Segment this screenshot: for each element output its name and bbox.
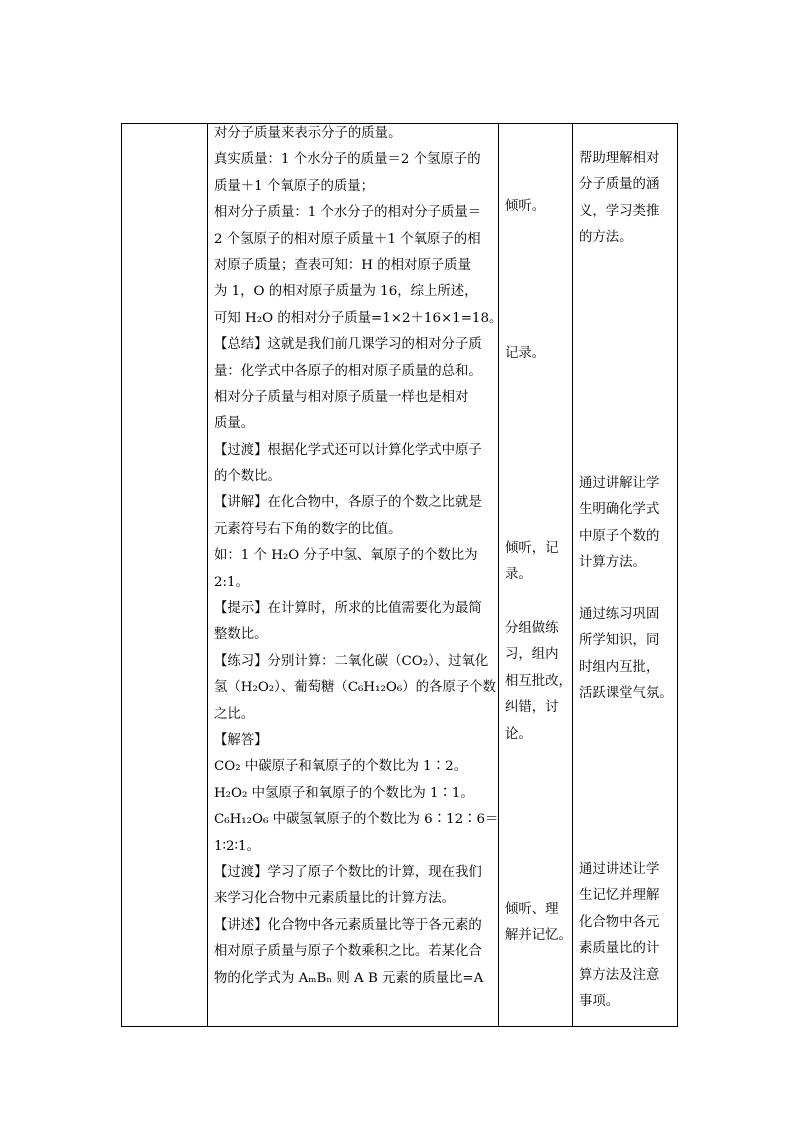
content-line: 之比。 xyxy=(214,706,255,722)
student-line: 倾听、理 xyxy=(505,902,559,917)
content-line: 可知 H₂O 的相对分子质量=1×2＋16×1=18。 xyxy=(214,310,503,326)
content-line: 2:1。 xyxy=(214,574,249,590)
student-block xyxy=(505,341,572,367)
content-line: 【讲述】化合物中各元素质量比等于各元素的 xyxy=(214,917,482,933)
aim-line: 活跃课堂气氛。 xyxy=(579,686,673,702)
teacher-activity-column xyxy=(208,124,503,1026)
student-line: 分组做练 xyxy=(505,621,559,636)
content-line: 相对原子质量与原子个数乘积之比。若某化合 xyxy=(214,944,482,960)
student-line: 倾听。 xyxy=(505,199,546,214)
student-line: 解并记忆。 xyxy=(505,928,572,944)
aim-block xyxy=(579,602,678,708)
student-line: 习，组内 xyxy=(505,647,559,663)
content-line: 量：化学式中各原子的相对原子质量的总和。 xyxy=(214,363,482,379)
aim-line: 义，学习类推 xyxy=(579,203,660,219)
content-line: 相对分子质量：1 个水分子的相对分子质量＝ xyxy=(214,205,482,221)
aim-block xyxy=(579,471,678,577)
aim-line: 计算方法。 xyxy=(579,555,646,571)
content-line: 【提示】在计算时，所求的比值需要化为最简 xyxy=(214,601,482,617)
aim-line: 中原子个数的 xyxy=(579,528,660,544)
content-line: 如：1 个 H₂O 分子中氢、氧原子的个数比为 xyxy=(214,548,478,564)
student-line: 相互批改， xyxy=(505,673,572,689)
design-intent-column xyxy=(573,124,678,1026)
aim-block xyxy=(579,857,678,1015)
aim-line: 事项。 xyxy=(579,993,620,1009)
content-line: 【总结】这就是我们前几课学习的相对分子质 xyxy=(214,337,482,353)
content-line: 的个数比。 xyxy=(214,469,281,485)
content-line: 质量。 xyxy=(214,416,255,432)
content-line: 来学习化合物中元素质量比的计算方法。 xyxy=(214,891,456,907)
content-line: 【过渡】学习了原子个数比的计算，现在我们 xyxy=(214,864,482,880)
content-line: H₂O₂ 中氢原子和氧原子的个数比为 1∶1。 xyxy=(214,785,474,801)
content-line: 对分子质量来表示分子的质量。 xyxy=(214,126,402,141)
aim-line: 算方法及注意 xyxy=(579,967,660,983)
content-line: C₆H₁₂O₆ 中碳氢氧原子的个数比为 6∶12∶6＝ xyxy=(214,812,499,828)
content-line: 相对分子质量与相对原子质量一样也是相对 xyxy=(214,389,469,405)
aim-line: 分子质量的涵 xyxy=(579,177,660,193)
aim-line: 时组内互批， xyxy=(579,659,660,675)
aim-line: 通过讲述让学 xyxy=(579,862,660,877)
content-line: 为 1，O 的相对原子质量为 16，综上所述， xyxy=(214,284,478,300)
aim-line: 帮助理解相对 xyxy=(579,151,660,166)
content-line: 对原子质量；查表可知：H 的相对原子质量 xyxy=(214,257,471,273)
student-block xyxy=(505,536,572,589)
aim-line: 化合物中各元 xyxy=(579,914,660,930)
student-line: 录。 xyxy=(505,567,532,583)
aim-line: 通过讲解让学 xyxy=(579,476,660,491)
content-line: 【解答】 xyxy=(214,732,268,748)
content-line: 【讲解】在化合物中，各原子的个数之比就是 xyxy=(214,495,482,511)
content-line: 整数比。 xyxy=(214,627,268,643)
aim-line: 生记忆并理解 xyxy=(579,888,660,904)
content-line: 元素符号右下角的数字的比值。 xyxy=(214,521,402,537)
student-block xyxy=(505,897,572,950)
content-line: 氢（H₂O₂）、葡萄糖（C₆H₁₂O₆）的各原子个数 xyxy=(214,680,496,696)
student-activity-column xyxy=(499,124,572,1026)
aim-line: 生明确化学式 xyxy=(579,502,660,518)
aim-line: 通过练习巩固 xyxy=(579,607,660,622)
content-line: 【过渡】根据化学式还可以计算化学式中原子 xyxy=(214,442,482,458)
student-block xyxy=(505,616,572,748)
student-line: 论。 xyxy=(505,726,532,742)
lesson-table xyxy=(121,123,678,1027)
student-block xyxy=(505,194,572,220)
aim-block xyxy=(579,146,678,252)
aim-line: 的方法。 xyxy=(579,230,633,246)
content-line: 1∶2∶1。 xyxy=(214,838,260,854)
content-line: 质量＋1 个氧原子的质量； xyxy=(214,178,375,194)
aim-line: 所学知识，同 xyxy=(579,633,660,649)
content-line: 2 个氢原子的相对原子质量＋1 个氧原子的相 xyxy=(214,231,481,247)
student-line: 记录。 xyxy=(505,346,546,361)
student-line: 纠错，讨 xyxy=(505,700,559,716)
content-line: 【练习】分别计算：二氧化碳（CO₂）、过氧化 xyxy=(214,653,489,669)
content-line: 物的化学式为 AₘBₙ 则 A B 元素的质量比=A xyxy=(214,970,484,986)
content-line: 真实质量：1 个水分子的质量＝2 个氢原子的 xyxy=(214,152,481,168)
content-line: CO₂ 中碳原子和氧原子的个数比为 1∶2。 xyxy=(214,759,468,775)
aim-line: 素质量比的计 xyxy=(579,941,660,957)
student-line: 倾听，记 xyxy=(505,541,559,556)
